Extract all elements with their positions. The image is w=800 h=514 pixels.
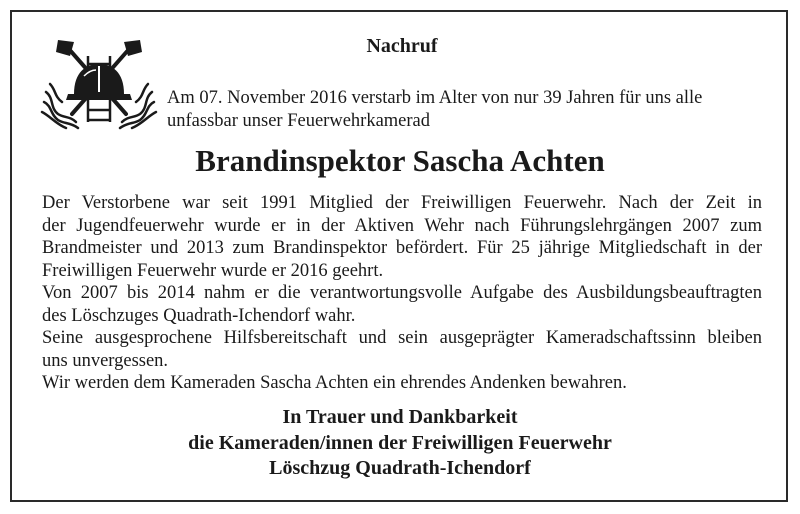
intro-line: unfassbar unser Feuerwehrkamerad	[167, 111, 431, 131]
notice-heading: Nachruf	[366, 35, 438, 57]
body-line: des Löschzuges Quadrath-Ichendorf wahr.	[42, 305, 356, 326]
body-line: der Jugendfeuerwehr wurde er in der Aktiven Wehr nach Führungslehrgängen 2007 zum	[42, 215, 762, 236]
body-line: Von 2007 bis 2014 nahm er die verantwortungsvolle Aufgabe des Ausbildungsbeauftragten	[42, 283, 762, 303]
body-line: Seine ausgesprochene Hilfsbereitschaft und sein ausgeprägter Kameradschaftssinn bleiben	[42, 328, 762, 348]
closing-line: Löschzug Quadrath-Ichendorf	[269, 457, 531, 479]
body-line: Brandmeister und 2013 zum Brandinspektor befördert. Für 25 jährige Mitgliedschaft in der	[42, 238, 762, 258]
body-line: Freiwilligen Feuerwehr wurde er 2016 geehrt.	[42, 260, 384, 281]
closing-line: In Trauer und Dankbarkeit	[282, 406, 518, 428]
intro-text	[167, 87, 767, 133]
deceased-name: Brandinspektor Sascha Achten	[195, 143, 605, 178]
notice-body	[42, 192, 762, 395]
body-line: Der Verstorbene war seit 1991 Mitglied der Freiwilligen Feuerwehr. Nach der Zeit in	[42, 193, 762, 213]
intro-line: Am 07. November 2016 verstarb im Alter von nur 39 Jahren für uns alle	[167, 88, 703, 108]
closing-signature	[0, 405, 800, 482]
body-line: uns unvergessen.	[42, 350, 169, 371]
body-line: Wir werden dem Kameraden Sascha Achten ein ehrendes Andenken bewahren.	[42, 373, 627, 393]
closing-line: die Kameraden/innen der Freiwilligen Feuerwehr	[188, 431, 612, 454]
